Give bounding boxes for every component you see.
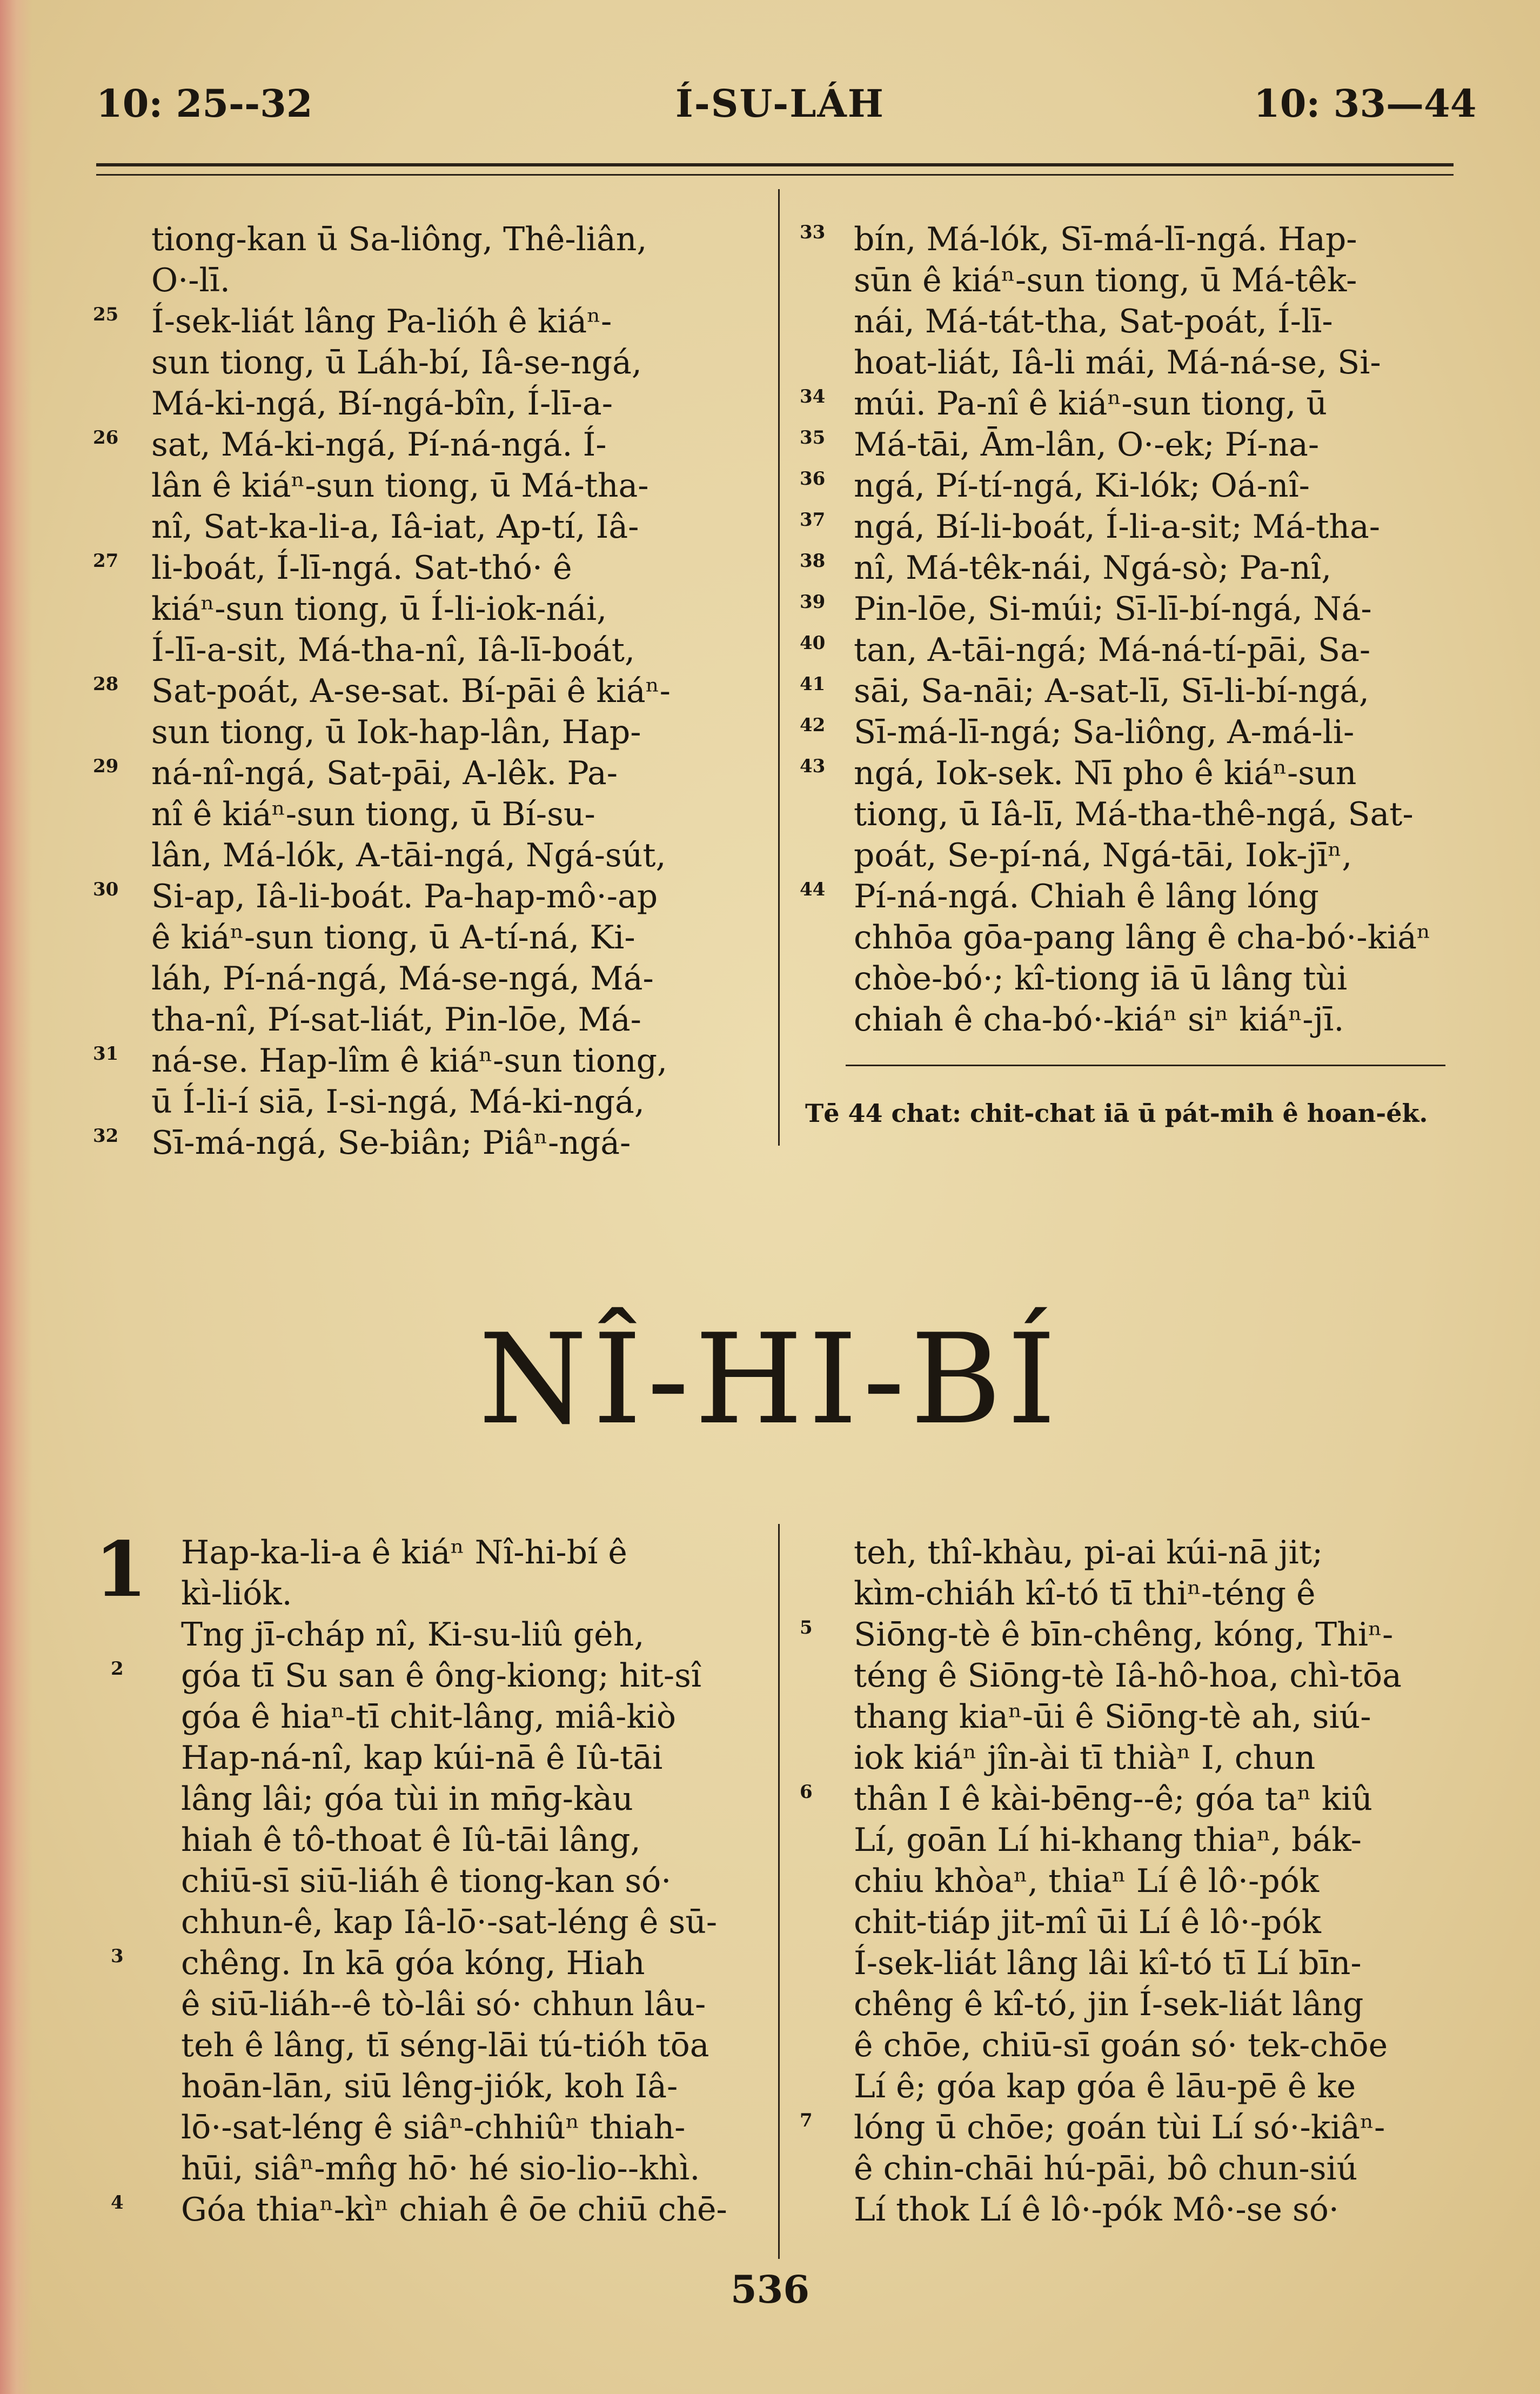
verse-number: 39: [800, 591, 826, 613]
text-line: [854, 2148, 1454, 2189]
line-text: ū Í-li-í siā, I-si-ngá, Má-ki-ngá,: [151, 1083, 645, 1121]
text-line: [854, 999, 1454, 1040]
line-text: ná-nî-ngá, Sat-pāi, A-lêk. Pa-: [151, 754, 618, 792]
header-rule-thin: [96, 174, 1454, 176]
verse-number: 43: [800, 755, 826, 777]
text-line: [181, 1696, 759, 1737]
text-line: [151, 383, 762, 424]
book-title: NÎ-HI-BÍ: [478, 1308, 1062, 1452]
line-text: Í-lī-a-sit, Má-tha-nî, Iâ-lī-boát,: [151, 631, 635, 669]
line-text: Sī-má-lī-ngá; Sa-liông, A-má-li-: [854, 713, 1355, 751]
text-line: [111, 1943, 759, 1984]
text-line: [151, 506, 762, 547]
text-line: [854, 1820, 1454, 1861]
text-line: [854, 958, 1454, 999]
line-text: chêng. In kā góa kóng, Hiah: [181, 1944, 645, 1982]
text-line: [181, 1532, 759, 1573]
verse-number: 25: [93, 304, 119, 325]
verse-number: 3: [111, 1945, 124, 1967]
column-divider: [778, 189, 780, 1146]
text-line: [800, 465, 1454, 506]
footnote: Tē 44 chat: chit-chat iā ū pát-mih ê hoan-ék.: [805, 1099, 1428, 1128]
text-line: [800, 589, 1454, 630]
text-line: [854, 2066, 1454, 2107]
text-line: [93, 876, 762, 917]
verse-number: 41: [800, 673, 826, 695]
running-header-right: 10: 33—44: [1254, 81, 1477, 126]
line-text: O·-lī.: [151, 262, 230, 299]
line-text: lō·-sat-léng ê siâⁿ-chhiûⁿ thiah-: [181, 2109, 686, 2146]
verse-number: 35: [800, 427, 826, 449]
line-text: Í-sek-liát lâng lâi kî-tó tī Lí bīn-: [854, 1944, 1362, 1982]
text-line: [151, 219, 762, 260]
text-line: [181, 1573, 759, 1614]
verse-number: 6: [800, 1781, 813, 1803]
verse-number: 26: [93, 427, 119, 449]
text-line: [93, 424, 762, 465]
text-line: [181, 1984, 759, 2025]
text-column-bottom-right: [800, 1532, 1454, 2230]
line-text: hūi, siâⁿ-mn̂g hō· hé sio-lio--khì.: [181, 2150, 700, 2188]
line-text: Pin-lōe, Si-múi; Sī-lī-bí-ngá, Ná-: [854, 590, 1372, 628]
line-text: kiáⁿ-sun tiong, ū Í-li-iok-nái,: [151, 590, 607, 628]
text-line: [854, 2025, 1454, 2066]
verse-number: 37: [800, 509, 826, 531]
line-text: Si-ap, Iâ-li-boát. Pa-hap-mô·-ap: [151, 878, 658, 915]
text-line: [151, 835, 762, 876]
text-line: [181, 2107, 759, 2148]
line-text: ê chin-chāi hú-pāi, bô chun-siú: [854, 2150, 1358, 2188]
line-text: bín, Má-lók, Sī-má-lī-ngá. Hap-: [854, 220, 1357, 258]
line-text: Sī-má-ngá, Se-biân; Piâⁿ-ngá-: [151, 1124, 631, 1162]
text-line: [854, 342, 1454, 383]
text-column-bottom-left: [95, 1526, 759, 2230]
line-text: láh, Pí-ná-ngá, Má-se-ngá, Má-: [151, 960, 654, 998]
line-text: ê chōe, chiū-sī goán só· tek-chōe: [854, 2027, 1388, 2064]
text-line: [93, 1122, 762, 1163]
verse-number: 40: [800, 632, 826, 654]
line-text: góa ê hiaⁿ-tī chit-lâng, miâ-kiò: [181, 1698, 676, 1736]
text-line: [151, 917, 762, 958]
text-line: [854, 1532, 1454, 1573]
line-text: nî, Má-têk-nái, Ngá-sò; Pa-nî,: [854, 549, 1332, 587]
line-text: sāi, Sa-nāi; A-sat-lī, Sī-li-bí-ngá,: [854, 672, 1369, 710]
text-line: [854, 260, 1454, 301]
page-edge: [0, 0, 32, 2394]
line-text: nî ê kiáⁿ-sun tiong, ū Bí-su-: [151, 795, 595, 833]
text-line: [854, 301, 1454, 342]
verse-number: 38: [800, 550, 826, 572]
text-line: [151, 1081, 762, 1122]
verse-number: 4: [111, 2192, 124, 2214]
line-text: Siōng-tè ê bīn-chêng, kóng, Thiⁿ-: [854, 1616, 1394, 1654]
text-line: [181, 1902, 759, 1943]
line-text: Hap-ná-nî, kap kúi-nā ê Iû-tāi: [181, 1739, 663, 1777]
line-text: Má-ki-ngá, Bí-ngá-bîn, Í-lī-a-: [151, 385, 613, 423]
line-text: ê siū-liáh--ê tò-lâi só· chhun lâu-: [181, 1985, 706, 2023]
text-line: [854, 1861, 1454, 1902]
text-line: [181, 2066, 759, 2107]
running-header-left: 10: 25--32: [96, 81, 313, 126]
line-text: Tng jī-cháp nî, Ki-su-liû gėh,: [181, 1616, 645, 1654]
text-line: [800, 1614, 1454, 1655]
line-text: Sat-poát, A-se-sat. Bí-pāi ê kiáⁿ-: [151, 672, 671, 710]
line-text: sūn ê kiáⁿ-sun tiong, ū Má-têk-: [854, 262, 1357, 299]
text-line: [854, 835, 1454, 876]
text-line: [181, 2025, 759, 2066]
line-text: ná-se. Hap-lîm ê kiáⁿ-sun tiong,: [151, 1042, 668, 1080]
verse-number: 28: [93, 673, 119, 695]
text-line: [151, 794, 762, 835]
line-text: poát, Se-pí-ná, Ngá-tāi, Iok-jīⁿ,: [854, 837, 1352, 874]
text-line: [854, 1655, 1454, 1696]
line-text: iok kiáⁿ jîn-ài tī thiàⁿ I, chun: [854, 1739, 1316, 1777]
text-line: [111, 1655, 759, 1696]
text-line: [854, 1943, 1454, 1984]
header-rule: [96, 163, 1454, 166]
line-text: góa tī Su san ê ông-kiong; hit-sî: [181, 1657, 702, 1695]
verse-number: 30: [93, 879, 119, 900]
text-line: [800, 219, 1454, 260]
line-text: thân I ê kài-bēng--ê; góa taⁿ kiû: [854, 1780, 1372, 1818]
line-text: Pí-ná-ngá. Chiah ê lâng lóng: [854, 878, 1319, 915]
line-text: lóng ū chōe; goán tùi Lí só·-kiâⁿ-: [854, 2109, 1385, 2146]
text-line: [800, 630, 1454, 671]
text-line: [854, 2189, 1454, 2230]
line-text: ngá, Bí-li-boát, Í-li-a-sit; Má-tha-: [854, 508, 1381, 546]
line-text: Lí, goān Lí hi-khang thiaⁿ, bák-: [854, 1821, 1362, 1859]
line-text: kìm-chiáh kî-tó tī thiⁿ-téng ê: [854, 1575, 1316, 1613]
text-line: [800, 876, 1454, 917]
text-line: [854, 1573, 1454, 1614]
line-text: tiong-kan ū Sa-liông, Thê-liân,: [151, 220, 647, 258]
line-text: nái, Má-tát-tha, Sat-poát, Í-lī-: [854, 303, 1333, 340]
text-line: [854, 794, 1454, 835]
line-text: Hap-ka-li-a ê kiáⁿ Nî-hi-bí ê: [181, 1534, 627, 1572]
line-text: téng ê Siōng-tè Iâ-hô-hoa, chì-tōa: [854, 1657, 1402, 1695]
text-line: [93, 1040, 762, 1081]
text-line: [854, 1737, 1454, 1778]
verse-number: 42: [800, 714, 826, 736]
text-column-top-left: [93, 219, 762, 1163]
line-text: Í-sek-liát lâng Pa-lióh ê kiáⁿ-: [151, 303, 612, 340]
text-line: [181, 1778, 759, 1820]
line-text: lân, Má-lók, A-tāi-ngá, Ngá-sút,: [151, 837, 666, 874]
text-line: [181, 1820, 759, 1861]
text-line: [151, 712, 762, 753]
text-line: [93, 671, 762, 712]
running-header-title: Í-SU-LÁH: [675, 81, 885, 126]
line-text: chêng ê kî-tó, jin Í-sek-liát lâng: [854, 1985, 1364, 2023]
text-line: [181, 1737, 759, 1778]
chapter-number: 1: [95, 1526, 148, 1614]
line-text: Lí ê; góa kap góa ê lāu-pē ê ke: [854, 2068, 1356, 2105]
page-number: 536: [730, 2267, 810, 2312]
verse-number: 31: [93, 1043, 119, 1065]
line-text: chhun-ê, kap Iâ-lō·-sat-léng ê sū-: [181, 1903, 718, 1941]
text-line: [854, 917, 1454, 958]
line-text: li-boát, Í-lī-ngá. Sat-thó· ê: [151, 549, 572, 587]
line-text: thang kiaⁿ-ūi ê Siōng-tè ah, siú-: [854, 1698, 1371, 1736]
text-line: [800, 383, 1454, 424]
verse-number: 33: [800, 222, 826, 243]
line-text: chòe-bó·; kî-tiong iā ū lâng tùi: [854, 960, 1348, 998]
verse-number: 27: [93, 550, 119, 572]
text-line: [151, 630, 762, 671]
text-line: [151, 999, 762, 1040]
text-line: [111, 2189, 759, 2230]
verse-number: 34: [800, 386, 826, 407]
text-line: [800, 506, 1454, 547]
line-text: Lí thok Lí ê lô·-pók Mô·-se só·: [854, 2191, 1339, 2229]
text-line: [93, 547, 762, 589]
text-line: [181, 2148, 759, 2189]
footnote-rule: [846, 1065, 1445, 1066]
text-line: [800, 424, 1454, 465]
line-text: ê kiáⁿ-sun tiong, ū A-tí-ná, Ki-: [151, 919, 635, 957]
line-text: múi. Pa-nî ê kiáⁿ-sun tiong, ū: [854, 385, 1328, 423]
line-text: Má-tāi, Ām-lân, O·-ek; Pí-na-: [854, 426, 1320, 464]
line-text: teh ê lâng, tī séng-lāi tú-tióh tōa: [181, 2027, 709, 2064]
line-text: lâng lâi; góa tùi in mn̄g-kàu: [181, 1780, 633, 1818]
verse-number: 29: [93, 755, 119, 777]
line-text: hiah ê tô-thoat ê Iû-tāi lâng,: [181, 1821, 641, 1859]
line-text: chhōa gōa-pang lâng ê cha-bó·-kiáⁿ: [854, 919, 1431, 957]
text-line: [800, 547, 1454, 589]
line-text: sun tiong, ū Iok-hap-lân, Hap-: [151, 713, 641, 751]
line-text: tan, A-tāi-ngá; Má-ná-tí-pāi, Sa-: [854, 631, 1371, 669]
line-text: chiah ê cha-bó·-kiáⁿ siⁿ kiáⁿ-jī.: [854, 1001, 1344, 1039]
line-text: teh, thî-khàu, pi-ai kúi-nā jit;: [854, 1534, 1323, 1572]
line-text: lân ê kiáⁿ-sun tiong, ū Má-tha-: [151, 467, 649, 505]
text-line: [800, 2107, 1454, 2148]
line-text: ngá, Pí-tí-ngá, Ki-lók; Oá-nî-: [854, 467, 1310, 505]
verse-number: 5: [800, 1617, 813, 1639]
line-text: chiu khòaⁿ, thiaⁿ Lí ê lô·-pók: [854, 1862, 1320, 1900]
line-text: nî, Sat-ka-li-a, Iâ-iat, Ap-tí, Iâ-: [151, 508, 639, 546]
text-line: [151, 465, 762, 506]
text-line: [151, 342, 762, 383]
text-line: [800, 753, 1454, 794]
text-line: [151, 260, 762, 301]
text-column-top-right: [800, 219, 1454, 1040]
text-line: [800, 1778, 1454, 1820]
text-line: [151, 589, 762, 630]
line-text: chiū-sī siū-liáh ê tiong-kan só·: [181, 1862, 672, 1900]
line-text: chit-tiáp jit-mî ūi Lí ê lô·-pók: [854, 1903, 1321, 1941]
text-line: [151, 958, 762, 999]
line-text: hoat-liát, Iâ-li mái, Má-ná-se, Si-: [854, 344, 1381, 382]
line-text: Góa thiaⁿ-kìⁿ chiah ê ōe chiū chē-: [181, 2191, 727, 2229]
verse-number: 2: [111, 1658, 124, 1680]
line-text: sat, Má-ki-ngá, Pí-ná-ngá. Í-: [151, 426, 607, 464]
line-text: kì-liók.: [181, 1575, 292, 1613]
verse-number: 36: [800, 468, 826, 490]
column-divider-bottom: [778, 1524, 780, 2259]
line-text: tha-nî, Pí-sat-liát, Pin-lōe, Má-: [151, 1001, 641, 1039]
text-line: [181, 1861, 759, 1902]
text-line: [800, 712, 1454, 753]
text-line: [854, 1696, 1454, 1737]
text-line: [800, 671, 1454, 712]
line-text: tiong, ū Iâ-lī, Má-tha-thê-ngá, Sat-: [854, 795, 1414, 833]
verse-number: 7: [800, 2110, 813, 2131]
text-line: [93, 753, 762, 794]
line-text: sun tiong, ū Láh-bí, Iâ-se-ngá,: [151, 344, 642, 382]
text-line: [93, 301, 762, 342]
line-text: ngá, Iok-sek. Nī pho ê kiáⁿ-sun: [854, 754, 1357, 792]
line-text: hoān-lān, siū lêng-jiók, koh Iâ-: [181, 2068, 678, 2105]
text-line: [854, 1984, 1454, 2025]
verse-number: 44: [800, 879, 826, 900]
text-line: [181, 1614, 759, 1655]
text-line: [854, 1902, 1454, 1943]
verse-number: 32: [93, 1125, 119, 1147]
